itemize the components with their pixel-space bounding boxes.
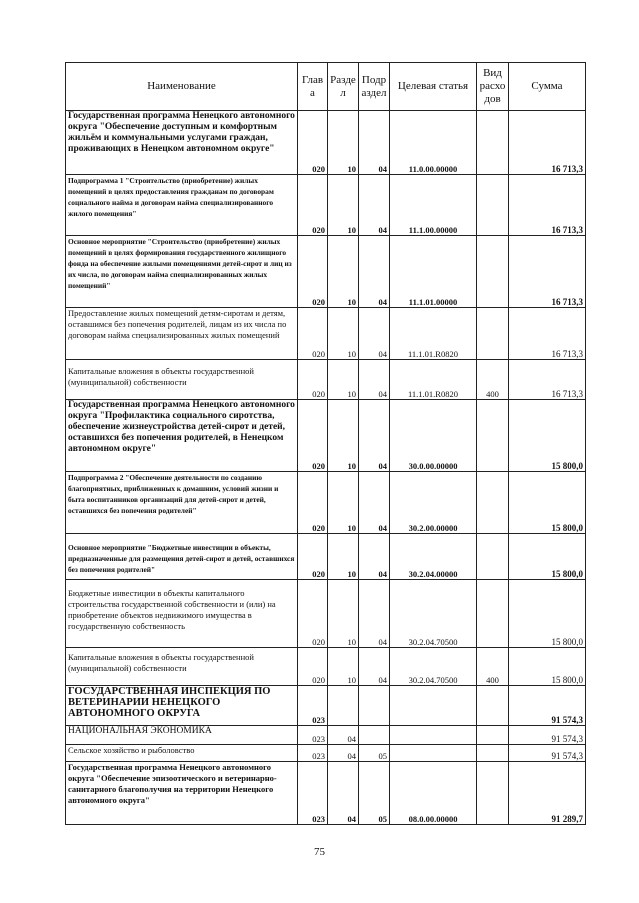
row-name: Государственная программа Ненецкого автономного округа "Обеспечение доступным и комфортным жильём и коммунальными услугами граждан, проживающих в Ненецком автономном округе" [66,111,298,175]
col-header-name: Наименование [66,63,298,111]
row-target: 30.2.04.00000 [390,534,477,580]
row-sum: 91 574,3 [509,686,586,726]
row-sum: 15 800,0 [509,534,586,580]
row-sum: 16 713,3 [509,175,586,236]
row-podrazdel: 04 [359,534,390,580]
row-vid [477,308,509,360]
row-glava: 020 [298,580,328,648]
row-sum: 91 574,3 [509,745,586,762]
row-podrazdel [359,726,390,745]
row-glava: 020 [298,400,328,472]
row-vid [477,472,509,534]
row-glava: 023 [298,762,328,825]
table-row [66,762,586,825]
row-sum: 15 800,0 [509,472,586,534]
row-razdel: 04 [328,762,359,825]
row-sum: 16 713,3 [509,236,586,308]
row-razdel: 10 [328,360,359,400]
row-target [390,726,477,745]
row-vid [477,111,509,175]
row-podrazdel: 04 [359,648,390,686]
row-target [390,686,477,726]
row-glava: 020 [298,360,328,400]
row-name: Бюджетные инвестиции в объекты капитального строительства государственной собственности и (или) на приобретение объектов недвижимого имущества в государственную собственность [66,580,298,648]
row-vid [477,236,509,308]
row-podrazdel: 04 [359,308,390,360]
table-row [66,745,586,762]
row-vid [477,175,509,236]
row-name: Сельское хозяйство и рыболовство [66,745,298,762]
row-name: Подпрограмма 2 "Обеспечение деятельности по созданию благоприятных, приближенных к домашним, условий жизни и быта воспитанников организаций для детей-сирот и детей, оставшихся без попечения родителей" [66,472,298,534]
col-header-podrazdel: Подр аздел [359,63,390,111]
row-name: Государственная программа Ненецкого автономного округа "Обеспечение эпизоотического и ветеринарно-санитарного благополучия на территории Ненецкого автономного округа" [66,762,298,825]
table-row [66,400,586,472]
row-vid [477,762,509,825]
table-row [66,648,586,686]
row-razdel: 10 [328,308,359,360]
row-podrazdel [359,686,390,726]
row-razdel: 10 [328,111,359,175]
row-razdel: 10 [328,648,359,686]
row-glava: 020 [298,308,328,360]
row-target: 30.2.04.70500 [390,580,477,648]
col-header-glava: Глав а [298,63,328,111]
table-row [66,308,586,360]
table-row [66,236,586,308]
row-name: Предоставление жилых помещений детям-сиротам и детям, оставшимся без попечения родителей, лицам из их числа по договорам найма специализированных жилых помещений [66,308,298,360]
row-razdel [328,686,359,726]
row-sum: 15 800,0 [509,648,586,686]
row-razdel: 10 [328,175,359,236]
table-row [66,360,586,400]
row-name: Государственная программа Ненецкого автономного округа "Профилактика социального сиротства, обеспечение жизнеустройства детей-сирот и детей, оставшихся без попечения родителей, в Ненецком автономном округе" [66,400,298,472]
row-podrazdel: 04 [359,472,390,534]
row-razdel: 10 [328,580,359,648]
table-row [66,686,586,726]
row-razdel: 10 [328,236,359,308]
col-header-vid: Вид расхо дов [477,63,509,111]
table-row [66,472,586,534]
row-glava: 020 [298,472,328,534]
row-target: 08.0.00.00000 [390,762,477,825]
row-target: 11.0.00.00000 [390,111,477,175]
row-podrazdel: 04 [359,400,390,472]
row-podrazdel: 04 [359,175,390,236]
row-vid: 400 [477,648,509,686]
row-sum: 16 713,3 [509,111,586,175]
row-vid [477,400,509,472]
row-name: Основное мероприятие "Строительство (приобретение) жилых помещений в целях формирования государственного жилищного фонда на обеспечение жилыми помещениями детей-сирот и лиц из их числа, по договорам найма специализированных жилых помещений" [66,236,298,308]
row-razdel: 10 [328,400,359,472]
row-vid [477,745,509,762]
row-vid [477,686,509,726]
col-header-sum: Сумма [509,63,586,111]
row-podrazdel: 04 [359,236,390,308]
row-razdel: 10 [328,534,359,580]
row-sum: 15 800,0 [509,400,586,472]
row-target [390,745,477,762]
row-name: Капитальные вложения в объекты государственной (муниципальной) собственности [66,648,298,686]
page-number: 75 [314,846,325,858]
row-target: 11.1.00.00000 [390,175,477,236]
table-row [66,175,586,236]
col-header-razdel: Разде л [328,63,359,111]
row-podrazdel: 05 [359,745,390,762]
row-vid [477,726,509,745]
row-target: 30.2.04.70500 [390,648,477,686]
row-vid: 400 [477,360,509,400]
row-glava: 023 [298,686,328,726]
row-name: ГОСУДАРСТВЕННАЯ ИНСПЕКЦИЯ ПО ВЕТЕРИНАРИИ НЕНЕЦКОГО АВТОНОМНОГО ОКРУГА [66,686,298,726]
row-vid [477,534,509,580]
table-row [66,726,586,745]
table-header-row [66,63,586,111]
row-name: Подпрограмма 1 "Строительство (приобретение) жилых помещений в целях предоставления гражданам по договорам социального найма и договорам найма специализированного жилого помещения" [66,175,298,236]
row-target: 30.2.00.00000 [390,472,477,534]
row-glava: 020 [298,534,328,580]
row-target: 11.1.01.R0820 [390,308,477,360]
row-target: 30.0.00.00000 [390,400,477,472]
row-razdel: 04 [328,745,359,762]
row-name: Основное мероприятие "Бюджетные инвестиции в объекты, предназначенные для размещения детей-сирот и детей, оставшихся без попечения родителей" [66,534,298,580]
table-row [66,111,586,175]
row-glava: 020 [298,236,328,308]
budget-table [65,62,586,825]
col-header-target: Целевая статья [390,63,477,111]
row-sum: 91 574,3 [509,726,586,745]
row-podrazdel: 04 [359,360,390,400]
row-glava: 020 [298,111,328,175]
row-name: Капитальные вложения в объекты государственной (муниципальной) собственности [66,360,298,400]
row-sum: 91 289,7 [509,762,586,825]
row-glava: 023 [298,745,328,762]
row-podrazdel: 05 [359,762,390,825]
row-target: 11.1.01.R0820 [390,360,477,400]
row-podrazdel: 04 [359,111,390,175]
row-vid [477,580,509,648]
row-razdel: 10 [328,472,359,534]
row-glava: 023 [298,726,328,745]
row-sum: 16 713,3 [509,360,586,400]
row-target: 11.1.01.00000 [390,236,477,308]
table-row [66,534,586,580]
row-sum: 16 713,3 [509,308,586,360]
row-podrazdel: 04 [359,580,390,648]
row-name: НАЦИОНАЛЬНАЯ ЭКОНОМИКА [66,726,298,745]
row-razdel: 04 [328,726,359,745]
table-row [66,580,586,648]
row-glava: 020 [298,175,328,236]
row-sum: 15 800,0 [509,580,586,648]
row-glava: 020 [298,648,328,686]
